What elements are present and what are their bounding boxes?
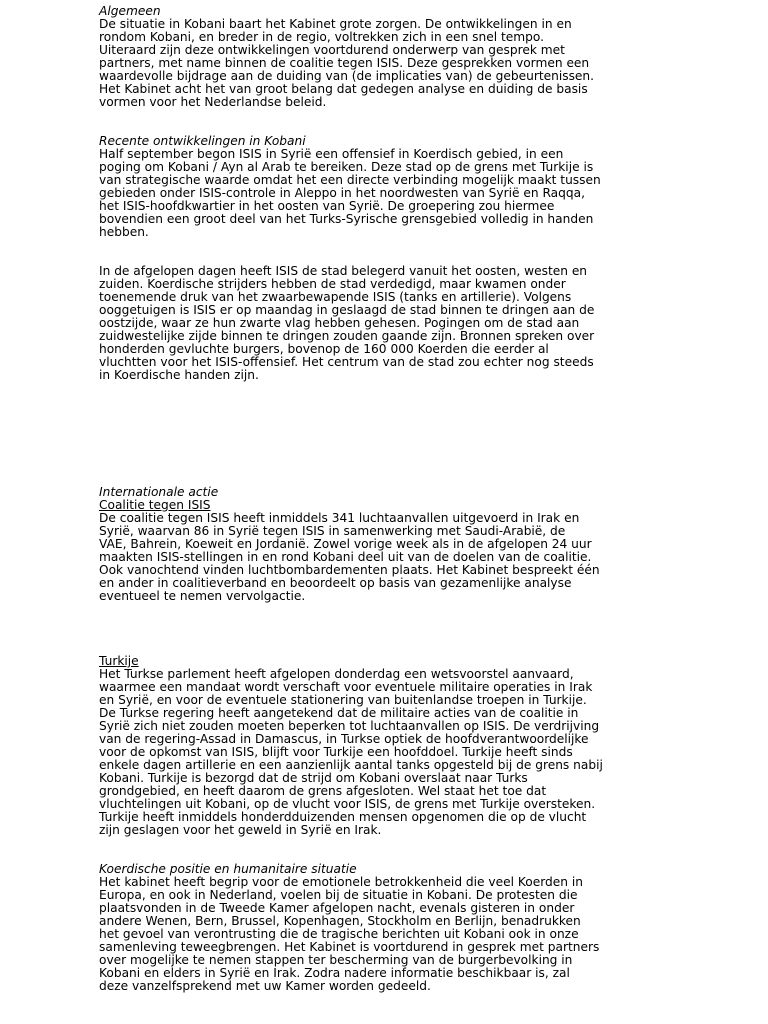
- paragraph-line: samenleving teweegbrengen. Het Kabinet is voortdurend in gesprek met partners: [99, 940, 600, 954]
- paragraph-line: zuiden. Koerdische strijders hebben de stad verdedigd, maar kwamen onder: [99, 277, 566, 291]
- paragraph-line: van de regering-Assad in Damascus, in Turkse optiek de hoofdverantwoordelijke: [99, 732, 589, 746]
- paragraph-line: over mogelijke te nemen stappen ter bescherming van de burgerbevolking in: [99, 953, 573, 967]
- paragraph-line: in Koerdische handen zijn.: [99, 368, 259, 382]
- paragraph-line: Kobani en elders in Syrië en Irak. Zodra nadere informatie beschikbaar is, zal: [99, 966, 570, 980]
- paragraph-line: Ook vanochtend vinden luchtbombardementen plaats. Het Kabinet bespreekt één: [99, 563, 600, 577]
- paragraph-line: Syrië, waarvan 86 in Syrië tegen ISIS in samenwerking met Saudi-Arabië, de: [99, 524, 566, 538]
- paragraph-line: het gevoel van verontrusting die de tragische berichten uit Kobani ook in onze: [99, 927, 579, 941]
- paragraph-line: deze vanzelfsprekend met uw Kamer worden gedeeld.: [99, 979, 431, 993]
- paragraph-line: plaatsvonden in de Tweede Kamer afgelopen nacht, evenals gisteren in onder: [99, 901, 575, 915]
- paragraph-line: en Syrië, en voor de eventuele stationering van buitenlandse troepen in Turkije.: [99, 693, 587, 707]
- paragraph-line: De situatie in Kobani baart het Kabinet grote zorgen. De ontwikkelingen in en: [99, 17, 572, 31]
- paragraph-line: grondgebied, en heeft daarom de grens afgesloten. Wel staat het toe dat: [99, 784, 547, 798]
- paragraph-line: Kobani. Turkije is bezorgd dat de strijd om Kobani overslaat naar Turks: [99, 771, 528, 785]
- paragraph-line: en ander in coalitieverband en beoordeelt op basis van gezamenlijke analyse: [99, 576, 572, 590]
- paragraph-line: het ISIS-hoofdkwartier in het oosten van Syrië. De groepering zou hiermee: [99, 199, 555, 213]
- paragraph-line: Syrië zich niet zouden moeten beperken tot luchtaanvallen op ISIS. De verdrijving: [99, 719, 600, 733]
- section-koerdische-positie: [99, 862, 600, 993]
- paragraph-line: van strategische waarde omdat het een directe verbinding mogelijk maakt tussen: [99, 173, 601, 187]
- paragraph-line: De coalitie tegen ISIS heeft inmiddels 341 luchtaanvallen uitgevoerd in Irak en: [99, 511, 580, 525]
- paragraph-line: hebben.: [99, 225, 149, 239]
- subheading-coalitie: Coalitie tegen ISIS: [99, 498, 211, 512]
- paragraph-line: In de afgelopen dagen heeft ISIS de stad belegerd vanuit het oosten, westen en: [99, 264, 588, 278]
- paragraph-line: andere Wenen, Bern, Brussel, Kopenhagen, Stockholm en Berlijn, benadrukken: [99, 914, 581, 928]
- paragraph-line: VAE, Bahrein, Koeweit en Jordanië. Zowel vorige week als in de afgelopen 24 uur: [99, 537, 592, 551]
- paragraph-line: Het Turkse parlement heeft afgelopen donderdag een wetsvoorstel aanvaard,: [99, 667, 574, 681]
- paragraph-line: gebieden onder ISIS-controle in Aleppo in het noordwesten van Syrië en Raqqa,: [99, 186, 585, 200]
- paragraph-line: enkele dagen artillerie en een aanzienlijk aantal tanks opgesteld bij de grens nabij: [99, 758, 603, 772]
- section-heading-koerdische: Koerdische positie en humanitaire situatie: [99, 862, 357, 876]
- section-internationale-actie: [99, 485, 600, 603]
- document-page: [99, 4, 603, 993]
- paragraph-line: partners, met name binnen de coalitie tegen ISIS. Deze gesprekken vormen een: [99, 56, 590, 70]
- subheading-turkije: Turkije: [99, 654, 139, 668]
- paragraph-line: Het kabinet heeft begrip voor de emotionele betrokkenheid die veel Koerden in: [99, 875, 583, 889]
- paragraph-line: waardevolle bijdrage aan de duiding van (de implicaties van) de gebeurtenissen.: [99, 69, 595, 83]
- paragraph-line: Turkije heeft inmiddels honderdduizenden mensen opgenomen die op de vlucht: [99, 810, 587, 824]
- section-heading-internationale: Internationale actie: [99, 485, 219, 499]
- paragraph-line: Half september begon ISIS in Syrië een offensief in Koerdisch gebied, in een: [99, 147, 564, 161]
- paragraph-line: vormen voor het Nederlandse beleid.: [99, 95, 327, 109]
- paragraph-line: Uiteraard zijn deze ontwikkelingen voortdurend onderwerp van gesprek met: [99, 43, 565, 57]
- paragraph-line: voor de opkomst van ISIS, blijft voor Turkije een hoofddoel. Turkije heeft sinds: [99, 745, 573, 759]
- paragraph-line: rondom Kobani, en breder in de regio, voltrekken zich in een snel tempo.: [99, 30, 544, 44]
- section-turkije: [99, 654, 603, 837]
- paragraph-line: honderden gevluchte burgers, bovenop de 160 000 Koerden die eerder al: [99, 342, 549, 356]
- paragraph-line: zuidwestelijke zijde binnen te dringen zouden gaande zijn. Bronnen spreken over: [99, 329, 595, 343]
- paragraph-line: vluchtelingen uit Kobani, op de vlucht voor ISIS, de grens met Turkije oversteken.: [99, 797, 596, 811]
- paragraph-line: De Turkse regering heeft aangetekend dat de militaire acties van de coalitie in: [99, 706, 579, 720]
- section-heading-recente: Recente ontwikkelingen in Kobani: [99, 134, 306, 148]
- paragraph-line: Europa, en ook in Nederland, voelen bij de situatie in Kobani. De protesten die: [99, 888, 578, 902]
- section-heading-algemeen: Algemeen: [99, 4, 161, 18]
- paragraph-line: ooggetuigen is ISIS er op maandag in geslaagd de stad binnen te dringen aan de: [99, 303, 595, 317]
- section-algemeen: [99, 4, 595, 109]
- paragraph-line: oostzijde, waar ze hun zwarte vlag hebben gehesen. Pogingen om de stad aan: [99, 316, 580, 330]
- paragraph-line: toenemende druk van het zwaarbewapende ISIS (tanks en artillerie). Volgens: [99, 290, 572, 304]
- paragraph-line: waarmee een mandaat wordt verschaft voor eventuele militaire operaties in Irak: [99, 680, 593, 694]
- paragraph-line: maakten ISIS-stellingen in en rond Kobani deel uit van de doelen van de coalitie.: [99, 550, 592, 564]
- paragraph-line: zijn geslagen voor het geweld in Syrië en Irak.: [99, 823, 382, 837]
- paragraph-line: bovendien een groot deel van het Turks-Syrische grensgebied volledig in handen: [99, 212, 594, 226]
- paragraph-line: eventueel te nemen vervolgactie.: [99, 589, 306, 603]
- paragraph-line: poging om Kobani / Ayn al Arab te bereiken. Deze stad op de grens met Turkije is: [99, 160, 594, 174]
- paragraph-line: Het Kabinet acht het van groot belang dat gedegen analyse en duiding de basis: [99, 82, 588, 96]
- paragraph-line: vluchtten voor het ISIS-offensief. Het centrum van de stad zou echter nog steeds: [99, 355, 594, 369]
- section-afgelopen-dagen: [99, 264, 595, 382]
- section-recente-ontwikkelingen: [99, 134, 601, 239]
